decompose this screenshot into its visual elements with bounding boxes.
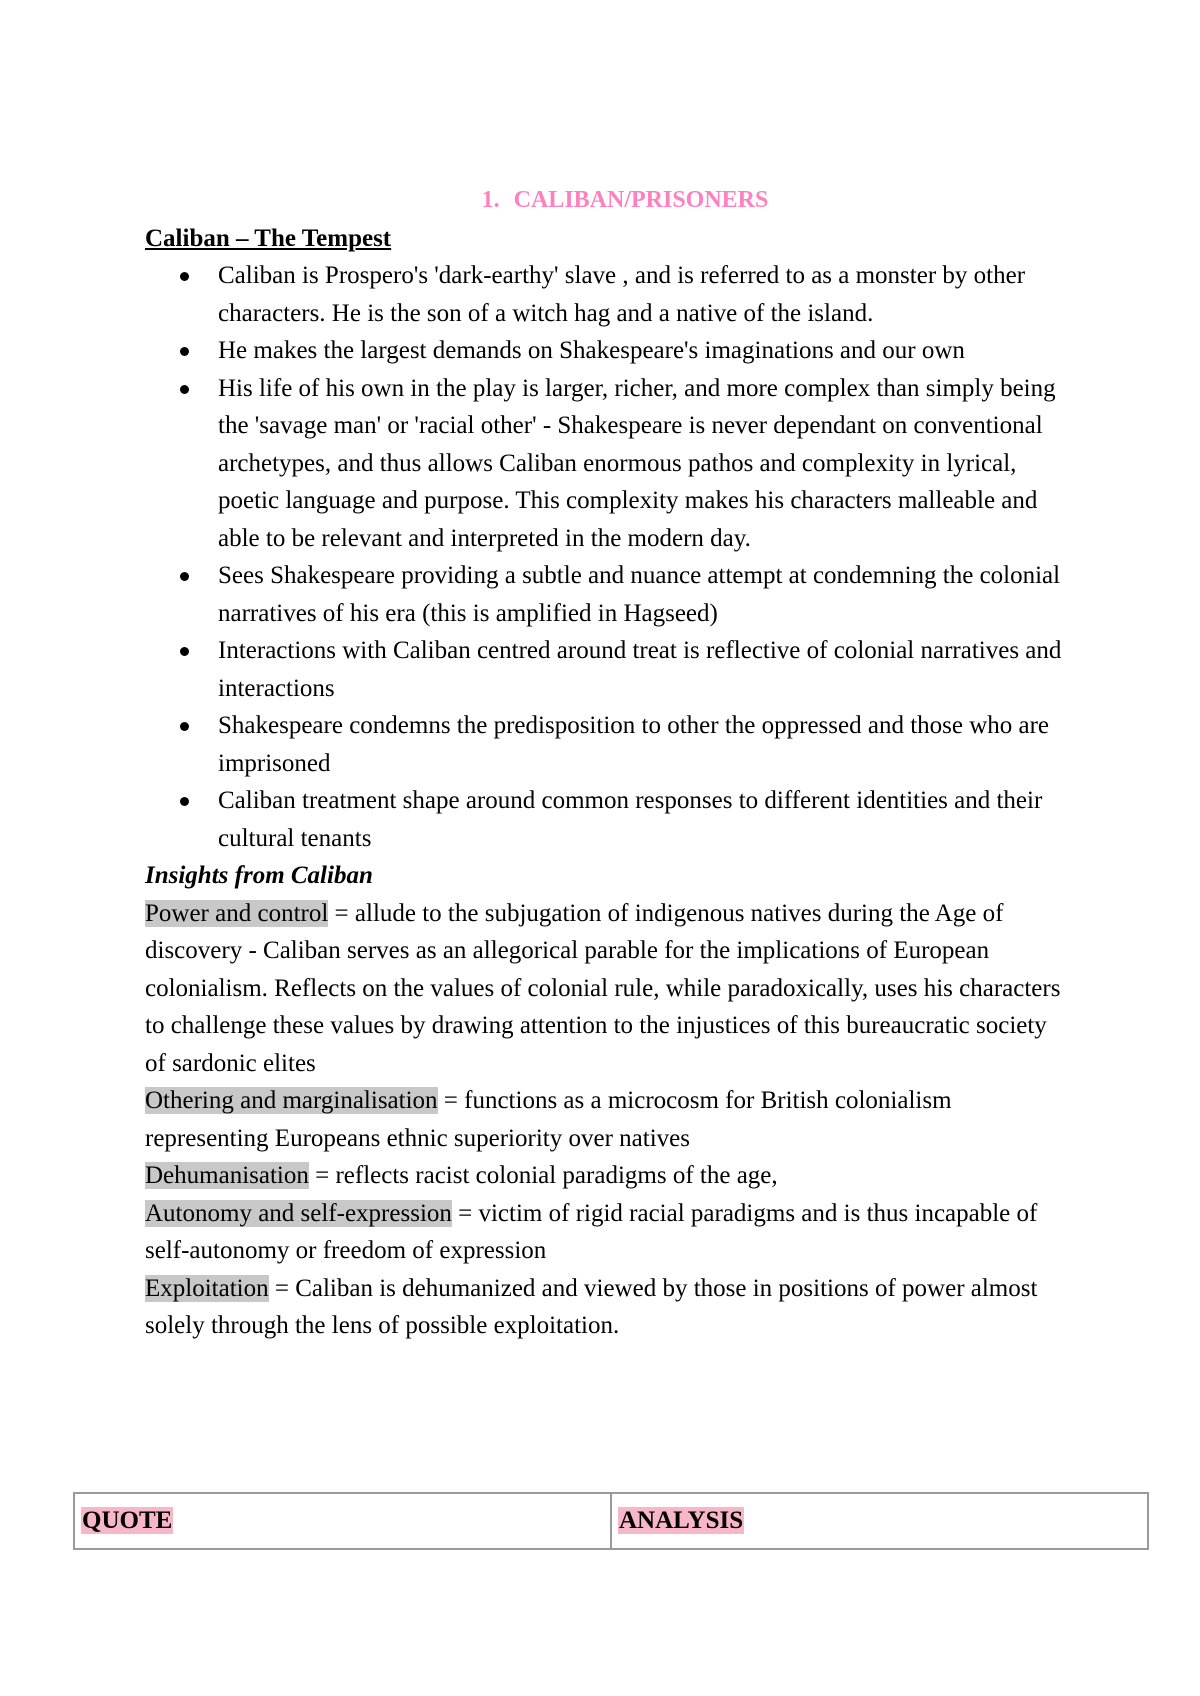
bullet-dot-icon [180, 797, 189, 806]
section-heading-number: 1. [481, 187, 500, 213]
bullet-text: His life of his own in the play is larger, richer, and more complex than simply being the 'savage man' or 'racial other' - Shakespeare is never dependant on conventional archetypes, and thus allows Caliban enormous pathos and complexity in lyrical, poetic language and purpose. This complexity makes his characters malleable and able to be relevant and interpreted in the modern day. [218, 374, 1056, 552]
insight-paragraph [145, 1082, 1065, 1157]
bullet-dot-icon [180, 347, 189, 356]
bullet-list [145, 257, 1065, 857]
insight-term: Exploitation [145, 1274, 269, 1302]
section-heading-text: CALIBAN/PRISONERS [513, 187, 769, 213]
bullet-text: He makes the largest demands on Shakespeare's imaginations and our own [218, 337, 965, 364]
section-heading [145, 182, 1065, 220]
bullet-text: Interactions with Caliban centred around treat is reflective of colonial narratives and interactions [218, 637, 1062, 702]
insight-term: Othering and marginalisation [145, 1087, 438, 1114]
bullet-dot-icon [180, 385, 189, 394]
table-header-row [74, 1493, 1148, 1549]
insight-term: Autonomy and self-expression [145, 1199, 452, 1227]
bullet-text: Sees Shakespeare providing a subtle and nuance attempt at condemning the colonial narratives of his era (this is amplified in Hagseed) [218, 562, 1061, 627]
analysis-header-label: ANALYSIS [619, 1507, 744, 1534]
table-header-analysis [611, 1493, 1148, 1549]
insight-paragraph [145, 895, 1065, 1083]
bullet-text: Caliban is Prospero's 'dark-earthy' slave , and is referred to as a monster by other characters. He is the son of a witch hag and a native of the island. [218, 262, 1026, 327]
bullet-item [145, 332, 1065, 370]
insight-paragraph [145, 1157, 1065, 1195]
insight-text: = functions as a microcosm for British colonialism representing Europeans ethnic superiority over natives [145, 1087, 952, 1152]
bullet-dot-icon [180, 572, 189, 581]
bullet-dot-icon [180, 722, 189, 731]
bullet-item [145, 257, 1065, 332]
table-header-quote [74, 1493, 611, 1549]
bullet-item [145, 557, 1065, 632]
quote-header-label: QUOTE [82, 1507, 173, 1534]
bullet-dot-icon [180, 647, 189, 656]
insight-term: Dehumanisation [145, 1162, 309, 1189]
subheading: Caliban – The Tempest [145, 224, 392, 252]
bullet-item [145, 782, 1065, 857]
insight-paragraph [145, 1270, 1065, 1345]
bullet-item [145, 707, 1065, 782]
insight-text: = reflects racist colonial paradigms of the age, [308, 1162, 778, 1189]
insights-title: Insights from Caliban [145, 862, 373, 889]
insight-paragraph [145, 1195, 1065, 1270]
quote-analysis-table [73, 1492, 1149, 1550]
bullet-item [145, 632, 1065, 707]
insight-text: = victim of rigid racial paradigms and is thus incapable of self-autonomy or freedom of expression [145, 1199, 1038, 1264]
bullet-dot-icon [180, 272, 189, 281]
document-body [145, 182, 1065, 1345]
insight-term: Power and control [145, 899, 329, 927]
bullet-text: Caliban treatment shape around common responses to different identities and their cultural tenants [218, 787, 1043, 852]
bullet-item [145, 370, 1065, 558]
bullet-text: Shakespeare condemns the predisposition to other the oppressed and those who are imprisoned [218, 712, 1050, 777]
insight-text: = Caliban is dehumanized and viewed by those in positions of power almost solely through the lens of possible exploitation. [145, 1274, 1038, 1339]
insight-text: = allude to the subjugation of indigenous natives during the Age of discovery - Caliban serves as an allegorical parable for the implications of European colonialism. Reflects on the values of colonial rule, while paradoxically, uses his characters to challenge these values by drawing attention to the injustices of this bureaucratic society of sardonic elites [145, 899, 1061, 1077]
